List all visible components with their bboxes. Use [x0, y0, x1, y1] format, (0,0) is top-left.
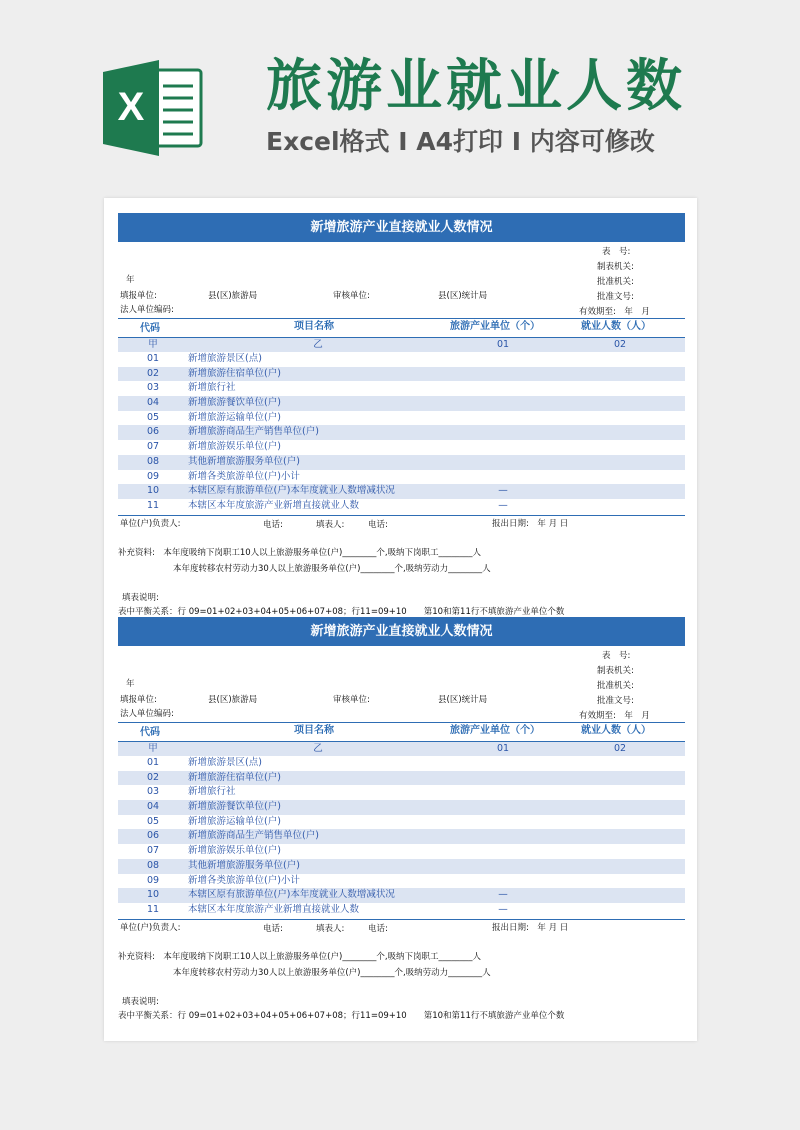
row-code: 07	[146, 441, 160, 453]
table-row	[118, 381, 685, 396]
table-row	[118, 859, 685, 874]
row-code: 08	[146, 455, 160, 467]
row-item-name: 本辖区原有旅游单位(户)本年度就业人数增减状况	[188, 889, 395, 901]
footer-divider	[118, 919, 685, 920]
table-row	[118, 844, 685, 859]
row-code: 05	[146, 411, 160, 423]
row-item-name: 新增旅游住宿单位(户)	[188, 367, 281, 379]
table-row	[118, 800, 685, 815]
form-sheet	[118, 617, 685, 1023]
phone-label: 电话:	[263, 924, 283, 934]
report-date-label: 报出日期: 年 月 日	[492, 519, 569, 529]
row-item-name: 其他新增旅游服务单位(户)	[188, 859, 300, 871]
row-item-name: 本辖区本年度旅游产业新增直接就业人数	[188, 499, 360, 511]
column-code: 代码	[140, 727, 160, 738]
subheader-row: 甲 乙 01 02	[118, 742, 685, 756]
column-tourism-units: 旅游产业单位（个）	[450, 321, 540, 332]
valid-until-label: 有效期至: 年 月	[579, 711, 650, 721]
data-rows	[118, 756, 685, 918]
supplement-line-2: 本年度转移农村劳动力30人以上旅游服务单位(户)________个,吸纳劳动力________人	[173, 968, 491, 978]
row-units-cell: —	[498, 485, 508, 497]
row-code: 10	[146, 485, 160, 497]
table-row	[118, 888, 685, 903]
table-row	[118, 396, 685, 411]
form-sheet	[118, 213, 685, 619]
row-item-name: 新增旅游餐饮单位(户)	[188, 397, 281, 409]
phone-label: 电话:	[368, 520, 388, 530]
row-code: 09	[146, 470, 160, 482]
page-title: 旅游业就业人数	[266, 54, 686, 119]
excel-logo-icon	[103, 60, 203, 156]
row-code: 01	[146, 757, 160, 768]
notes-title: 填表说明:	[122, 997, 159, 1007]
row-item-name: 新增旅游餐饮单位(户)	[188, 801, 281, 813]
row-code: 05	[146, 815, 160, 827]
maker-label: 制表机关:	[597, 262, 634, 272]
row-item-name: 新增旅游景区(点)	[188, 757, 262, 768]
review-unit-label: 审核单位:	[333, 291, 370, 301]
row-code: 03	[146, 786, 160, 798]
approver-label: 批准机关:	[597, 277, 634, 287]
row-code: 08	[146, 859, 160, 871]
notes-body: 表中平衡关系：行 09=01+02+03+04+05+06+07+08；行11=09+10 第10和第11行不填旅游产业单位个数	[118, 1011, 565, 1021]
table-number-label: 表 号:	[602, 651, 631, 661]
row-item-name: 新增旅游住宿单位(户)	[188, 771, 281, 783]
row-code: 10	[146, 889, 160, 901]
subheader-row: 甲 乙 01 02	[118, 338, 685, 352]
approval-number-label: 批准文号:	[597, 696, 634, 706]
data-rows	[118, 352, 685, 514]
row-item-name: 新增旅游景区(点)	[188, 353, 262, 364]
review-unit-value: 县(区)统计局	[438, 291, 488, 301]
row-units-cell: —	[498, 499, 508, 511]
row-code: 02	[146, 367, 160, 379]
form-title: 新增旅游产业直接就业人数情况	[118, 213, 685, 242]
column-tourism-units: 旅游产业单位（个）	[450, 725, 540, 736]
supplement-line-2: 本年度转移农村劳动力30人以上旅游服务单位(户)________个,吸纳劳动力________人	[173, 564, 491, 574]
table-row	[118, 771, 685, 786]
row-item-name: 新增旅行社	[188, 786, 236, 798]
table-row	[118, 785, 685, 800]
supplement-line-1: 补充资料: 本年度吸纳下岗职工10人以上旅游服务单位(户)________个,吸纳下岗职工________人	[118, 952, 482, 962]
row-item-name: 新增旅游商品生产销售单位(户)	[188, 426, 319, 438]
supplement-line-1: 补充资料: 本年度吸纳下岗职工10人以上旅游服务单位(户)________个,吸纳下岗职工________人	[118, 548, 482, 558]
row-units-cell: —	[498, 903, 508, 915]
row-units-cell: —	[498, 889, 508, 901]
review-unit-value: 县(区)统计局	[438, 695, 488, 705]
year-label: 年	[126, 679, 135, 689]
row-item-name: 新增旅游运输单位(户)	[188, 411, 281, 423]
table-row	[118, 352, 685, 367]
row-code: 11	[146, 903, 160, 915]
table-row	[118, 367, 685, 382]
report-date-label: 报出日期: 年 月 日	[492, 923, 569, 933]
table-row	[118, 829, 685, 844]
column-code: 代码	[140, 323, 160, 334]
table-row	[118, 470, 685, 485]
form-title: 新增旅游产业直接就业人数情况	[118, 617, 685, 646]
notes-title: 填表说明:	[122, 593, 159, 603]
table-number-label: 表 号:	[602, 247, 631, 257]
filler-label: 填表人:	[316, 924, 345, 934]
row-item-name: 新增旅游运输单位(户)	[188, 815, 281, 827]
notes-body: 表中平衡关系：行 09=01+02+03+04+05+06+07+08；行11=09+10 第10和第11行不填旅游产业单位个数	[118, 607, 565, 617]
valid-until-label: 有效期至: 年 月	[579, 307, 650, 317]
table-row	[118, 815, 685, 830]
row-code: 04	[146, 801, 160, 813]
footer-divider	[118, 515, 685, 516]
column-item-name: 项目名称	[294, 725, 334, 736]
table-row	[118, 756, 685, 771]
column-item-name: 项目名称	[294, 321, 334, 332]
column-employment: 就业人数（人）	[581, 321, 651, 332]
row-item-name: 本辖区原有旅游单位(户)本年度就业人数增减状况	[188, 485, 395, 497]
row-item-name: 其他新增旅游服务单位(户)	[188, 455, 300, 467]
row-item-name: 新增旅游商品生产销售单位(户)	[188, 830, 319, 842]
row-code: 04	[146, 397, 160, 409]
table-row	[118, 425, 685, 440]
row-code: 07	[146, 845, 160, 857]
table-row	[118, 455, 685, 470]
table-row	[118, 903, 685, 918]
row-code: 02	[146, 771, 160, 783]
approver-label: 批准机关:	[597, 681, 634, 691]
row-code: 03	[146, 382, 160, 394]
legal-code-label: 法人单位编码:	[120, 305, 174, 315]
row-item-name: 新增旅游娱乐单位(户)	[188, 845, 281, 857]
row-code: 06	[146, 830, 160, 842]
table-row	[118, 499, 685, 514]
report-unit-label: 填报单位:	[120, 291, 157, 301]
row-item-name: 新增旅行社	[188, 382, 236, 394]
svg-text:X: X	[117, 85, 145, 129]
report-unit-value: 县(区)旅游局	[208, 291, 258, 301]
report-unit-value: 县(区)旅游局	[208, 695, 258, 705]
approval-number-label: 批准文号:	[597, 292, 634, 302]
column-employment: 就业人数（人）	[581, 725, 651, 736]
legal-code-label: 法人单位编码:	[120, 709, 174, 719]
row-code: 09	[146, 874, 160, 886]
row-item-name: 新增各类旅游单位(户)小计	[188, 470, 300, 482]
review-unit-label: 审核单位:	[333, 695, 370, 705]
page-subtitle: Excel格式 I A4打印 I 内容可修改	[266, 127, 655, 156]
table-row	[118, 484, 685, 499]
year-label: 年	[126, 275, 135, 285]
row-code: 06	[146, 426, 160, 438]
row-code: 01	[146, 353, 160, 364]
phone-label: 电话:	[263, 520, 283, 530]
phone-label: 电话:	[368, 924, 388, 934]
row-item-name: 新增各类旅游单位(户)小计	[188, 874, 300, 886]
leader-label: 单位(户)负责人:	[120, 923, 181, 933]
filler-label: 填表人:	[316, 520, 345, 530]
row-item-name: 本辖区本年度旅游产业新增直接就业人数	[188, 903, 360, 915]
maker-label: 制表机关:	[597, 666, 634, 676]
table-row	[118, 440, 685, 455]
leader-label: 单位(户)负责人:	[120, 519, 181, 529]
row-code: 11	[146, 499, 160, 511]
row-item-name: 新增旅游娱乐单位(户)	[188, 441, 281, 453]
table-row	[118, 411, 685, 426]
table-row	[118, 874, 685, 889]
report-unit-label: 填报单位:	[120, 695, 157, 705]
